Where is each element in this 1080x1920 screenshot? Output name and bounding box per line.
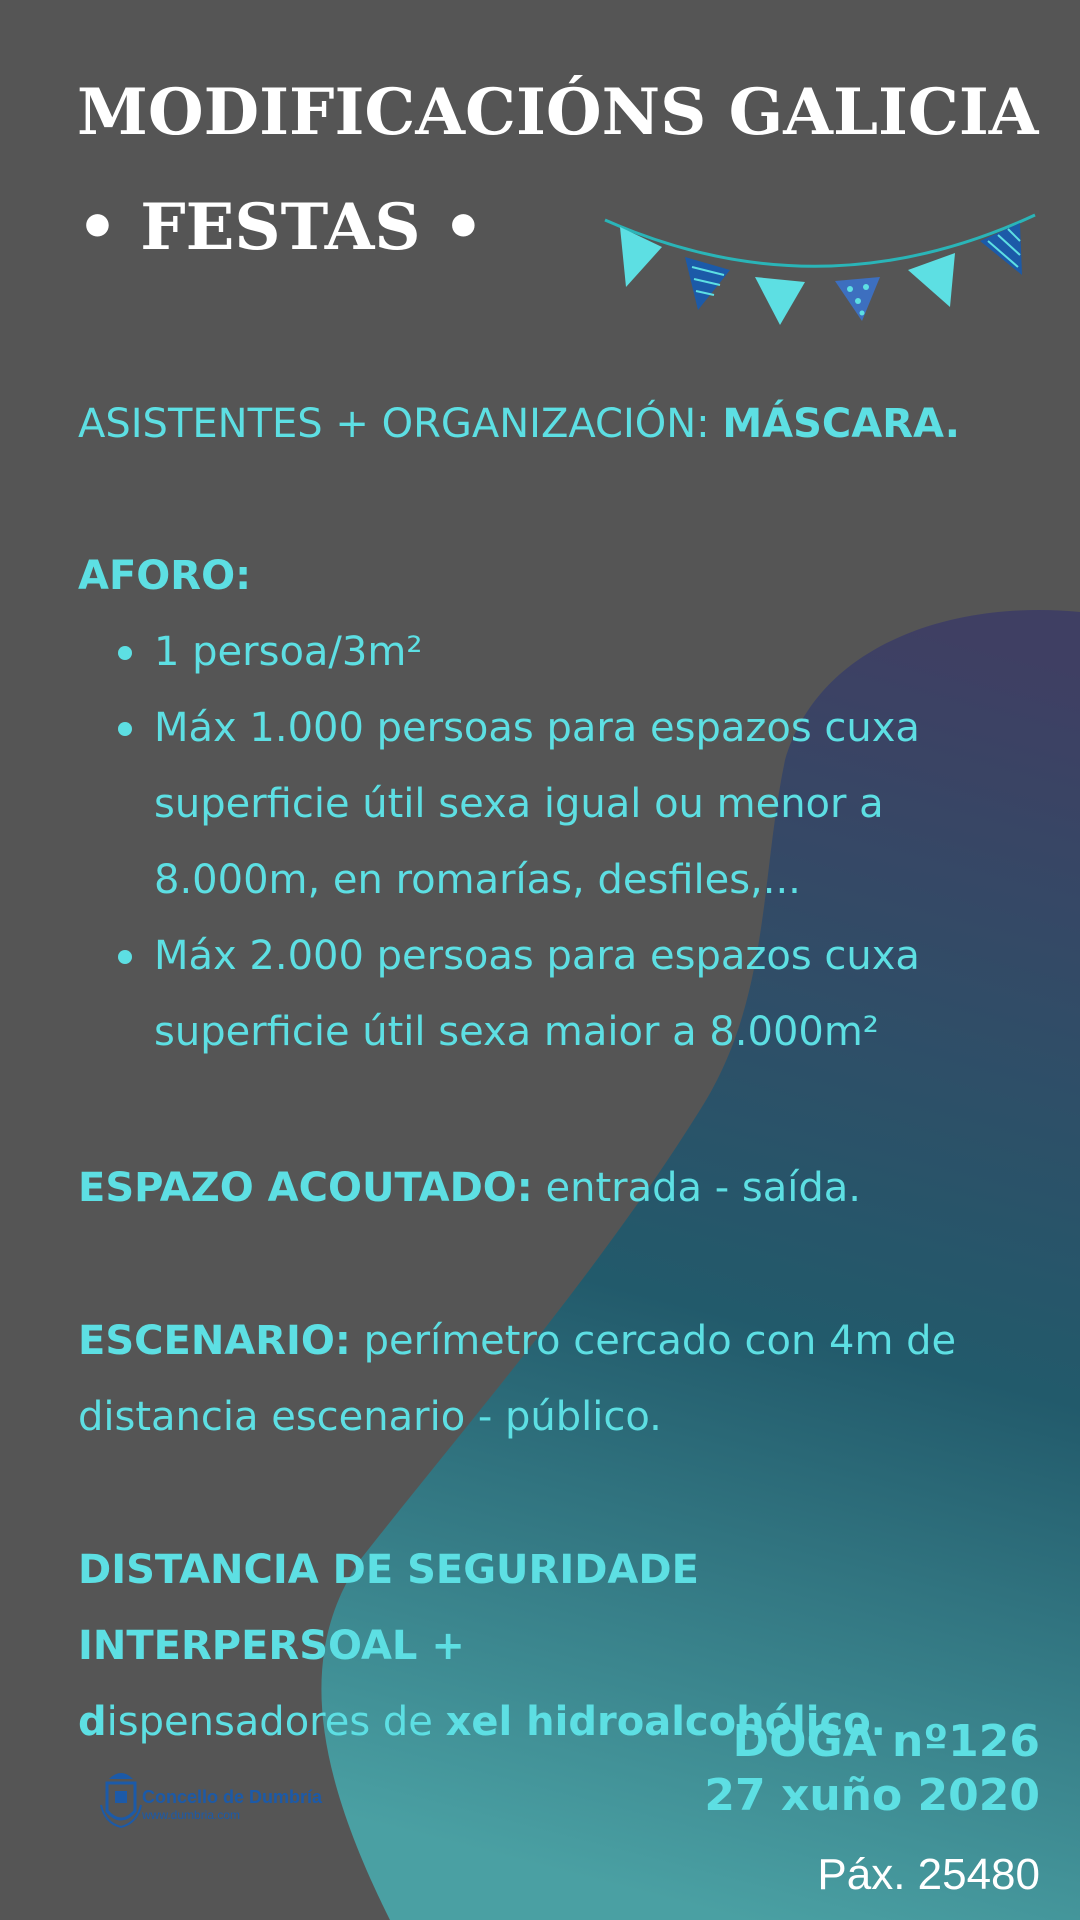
- list-item: 1 persoa/3m²: [78, 614, 1048, 690]
- aforo-label: AFORO:: [78, 553, 252, 599]
- logo-url: www.dumbria.com: [142, 1808, 241, 1822]
- section-escenario: [78, 1303, 1048, 1455]
- page-number: Páx. 25480: [817, 1850, 1040, 1899]
- escenario-value: perímetro cercado con 4m de distancia escenario - público.: [78, 1318, 957, 1440]
- doga-number: DOGA nº126: [732, 1716, 1040, 1767]
- doga-reference: [704, 1715, 1040, 1823]
- bunting-flags-icon: [600, 205, 1040, 335]
- distancia-middle: ispensadores de: [106, 1699, 433, 1745]
- page-title: MODIFICACIÓNS GALICIA: [77, 75, 1039, 150]
- section-espazo: [78, 1150, 1048, 1226]
- espazo-label: ESPAZO ACOUTADO:: [78, 1165, 533, 1211]
- asistentes-label: ASISTENTES + ORGANIZACIÓN:: [78, 401, 710, 447]
- section-aforo: [78, 538, 1048, 1070]
- aforo-list: [78, 614, 1048, 1070]
- espazo-value: entrada - saída.: [545, 1165, 861, 1211]
- page-subtitle: • FESTAS •: [77, 190, 484, 265]
- list-item: Máx 1.000 persoas para espazos cuxa superficie útil sexa igual ou menor a 8.000m, en romarías, desfiles,...: [78, 690, 1048, 918]
- asistentes-value: MÁSCARA.: [722, 401, 960, 447]
- logo-name: Concello de Dumbría: [142, 1787, 323, 1807]
- list-item: Máx 2.000 persoas para espazos cuxa superficie útil sexa maior a 8.000m²: [78, 918, 1048, 1070]
- doga-date: 27 xuño 2020: [704, 1770, 1040, 1821]
- section-asistentes: [78, 386, 1048, 462]
- distancia-label: DISTANCIA DE SEGURIDADE INTERPERSOAL +: [78, 1547, 699, 1669]
- distancia-bold: xel hidroalcohólico.: [445, 1699, 886, 1745]
- distancia-d: d: [78, 1699, 107, 1745]
- escenario-label: ESCENARIO:: [78, 1318, 351, 1364]
